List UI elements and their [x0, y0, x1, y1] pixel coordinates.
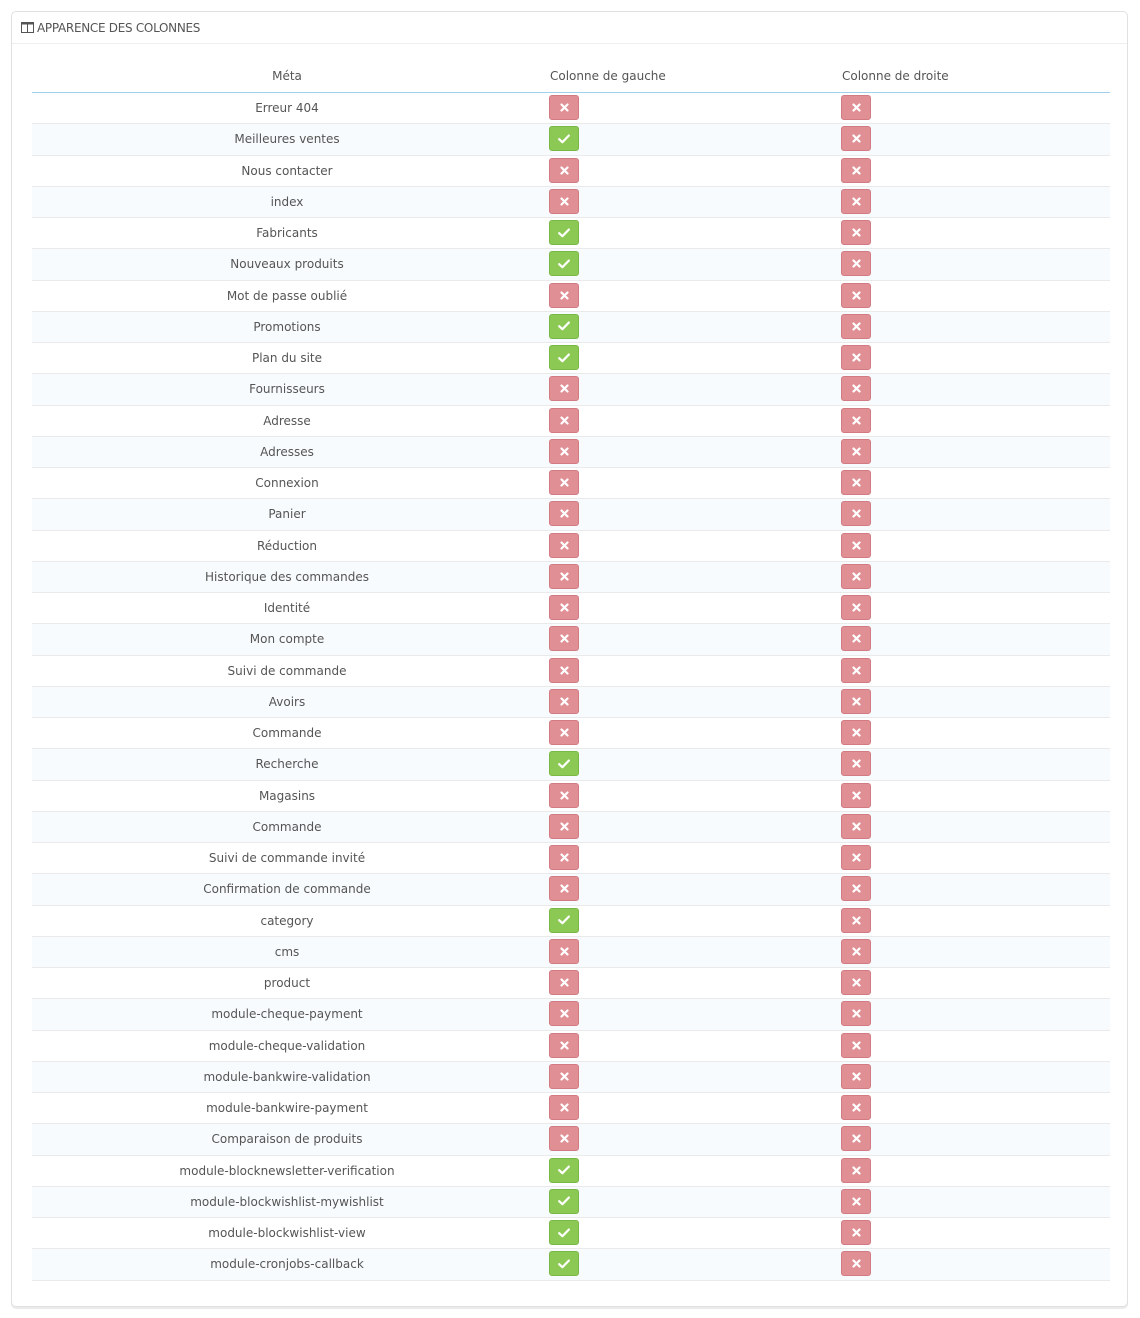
table-row	[32, 1093, 1110, 1124]
columns-table	[32, 65, 1110, 1281]
table-row	[32, 312, 1110, 343]
meta-name: Suivi de commande invité	[208, 851, 366, 866]
table-row	[32, 781, 1110, 812]
check-icon	[558, 259, 570, 269]
close-icon	[560, 1103, 569, 1112]
left-column-toggle[interactable]	[549, 439, 579, 464]
meta-name: Erreur 404	[255, 101, 319, 116]
close-icon	[852, 822, 861, 831]
close-icon	[852, 134, 861, 143]
columns-icon	[21, 21, 34, 34]
left-column-toggle[interactable]	[549, 1158, 579, 1183]
table-row	[32, 874, 1110, 905]
meta-name: module-blockwishlist-mywishlist	[190, 1194, 384, 1209]
meta-name: product	[263, 976, 311, 991]
right-column-toggle[interactable]	[841, 970, 871, 995]
meta-name: Mon compte	[249, 632, 325, 647]
left-column-toggle[interactable]	[549, 658, 579, 683]
right-column-toggle[interactable]	[841, 1158, 871, 1183]
close-icon	[852, 884, 861, 893]
table-row	[32, 187, 1110, 218]
left-column-toggle[interactable]	[549, 845, 579, 870]
table-row	[32, 468, 1110, 499]
close-icon	[852, 666, 861, 675]
table-row	[32, 812, 1110, 843]
left-column-toggle[interactable]	[549, 158, 579, 183]
right-column-toggle[interactable]	[841, 251, 871, 276]
close-icon	[852, 572, 861, 581]
meta-name: module-blocknewsletter-verification	[179, 1163, 395, 1178]
close-icon	[560, 634, 569, 643]
right-column-toggle[interactable]	[841, 1189, 871, 1214]
panel-heading	[12, 12, 1127, 44]
close-icon	[852, 853, 861, 862]
close-icon	[852, 166, 861, 175]
meta-name: Panier	[268, 507, 306, 522]
right-column-toggle[interactable]	[841, 95, 871, 120]
left-column-toggle[interactable]	[549, 1095, 579, 1120]
left-column-toggle[interactable]	[549, 689, 579, 714]
left-column-toggle[interactable]	[549, 751, 579, 776]
close-icon	[560, 197, 569, 206]
close-icon	[852, 291, 861, 300]
table-row	[32, 1187, 1110, 1218]
right-column-toggle[interactable]	[841, 626, 871, 651]
check-icon	[558, 321, 570, 331]
close-icon	[852, 1228, 861, 1237]
meta-name: Nouveaux produits	[230, 257, 344, 272]
meta-name: Fabricants	[256, 226, 318, 241]
close-icon	[852, 1072, 861, 1081]
table-row	[32, 1249, 1110, 1280]
close-icon	[560, 822, 569, 831]
left-column-toggle[interactable]	[549, 908, 579, 933]
right-column-toggle[interactable]	[841, 126, 871, 151]
right-column-toggle[interactable]	[841, 845, 871, 870]
meta-name: index	[270, 194, 304, 209]
close-icon	[560, 666, 569, 675]
right-column-toggle[interactable]	[841, 408, 871, 433]
meta-name: Nous contacter	[241, 163, 333, 178]
columns-appearance-panel	[11, 11, 1128, 1307]
close-icon	[560, 416, 569, 425]
close-icon	[560, 791, 569, 800]
left-column-toggle[interactable]	[549, 814, 579, 839]
close-icon	[852, 353, 861, 362]
left-column-toggle[interactable]	[549, 376, 579, 401]
meta-name: module-bankwire-validation	[203, 1069, 371, 1084]
table-row	[32, 937, 1110, 968]
meta-name: module-cronjobs-callback	[210, 1257, 364, 1272]
left-column-toggle[interactable]	[549, 626, 579, 651]
close-icon	[852, 1103, 861, 1112]
table-row	[32, 531, 1110, 562]
left-column-toggle[interactable]	[549, 95, 579, 120]
left-column-toggle[interactable]	[549, 1220, 579, 1245]
table-row	[32, 906, 1110, 937]
left-column-toggle[interactable]	[549, 345, 579, 370]
table-row	[32, 562, 1110, 593]
meta-name: Comparaison de produits	[211, 1132, 363, 1147]
left-column-toggle[interactable]	[549, 126, 579, 151]
close-icon	[560, 166, 569, 175]
meta-name: Confirmation de commande	[203, 882, 371, 897]
column-header-meta: Méta	[272, 69, 302, 83]
close-icon	[560, 697, 569, 706]
close-icon	[560, 103, 569, 112]
close-icon	[852, 1134, 861, 1143]
close-icon	[852, 1166, 861, 1175]
close-icon	[852, 634, 861, 643]
close-icon	[560, 884, 569, 893]
meta-name: Commande	[252, 819, 322, 834]
table-row	[32, 1062, 1110, 1093]
panel-title: APPARENCE DES COLONNES	[37, 20, 201, 35]
meta-name: Magasins	[258, 788, 316, 803]
check-icon	[558, 353, 570, 363]
left-column-toggle[interactable]	[549, 1033, 579, 1058]
right-column-toggle[interactable]	[841, 1064, 871, 1089]
close-icon	[852, 1041, 861, 1050]
left-column-toggle[interactable]	[549, 283, 579, 308]
right-column-toggle[interactable]	[841, 1126, 871, 1151]
close-icon	[560, 1009, 569, 1018]
right-column-toggle[interactable]	[841, 751, 871, 776]
table-row	[32, 1124, 1110, 1155]
table-row	[32, 1218, 1110, 1249]
right-column-toggle[interactable]	[841, 658, 871, 683]
meta-name: module-bankwire-payment	[206, 1101, 368, 1116]
table-row	[32, 374, 1110, 405]
close-icon	[560, 291, 569, 300]
meta-name: Historique des commandes	[205, 569, 369, 584]
left-column-toggle[interactable]	[549, 564, 579, 589]
table-row	[32, 687, 1110, 718]
table-row	[32, 499, 1110, 530]
left-column-toggle[interactable]	[549, 501, 579, 526]
meta-name: Adresses	[260, 444, 314, 459]
close-icon	[560, 978, 569, 987]
table-row	[32, 406, 1110, 437]
right-column-toggle[interactable]	[841, 189, 871, 214]
right-column-toggle[interactable]	[841, 314, 871, 339]
meta-name: Adresse	[263, 413, 311, 428]
close-icon	[560, 853, 569, 862]
close-icon	[560, 478, 569, 487]
right-column-toggle[interactable]	[841, 1001, 871, 1026]
column-header-right: Colonne de droite	[842, 69, 949, 83]
close-icon	[560, 947, 569, 956]
column-header-left: Colonne de gauche	[550, 69, 666, 83]
meta-name: Commande	[252, 726, 322, 741]
close-icon	[852, 384, 861, 393]
close-icon	[852, 916, 861, 925]
right-column-toggle[interactable]	[841, 876, 871, 901]
table-row	[32, 968, 1110, 999]
table-row	[32, 249, 1110, 280]
left-column-toggle[interactable]	[549, 939, 579, 964]
right-column-toggle[interactable]	[841, 783, 871, 808]
left-column-toggle[interactable]	[549, 876, 579, 901]
left-column-toggle[interactable]	[549, 720, 579, 745]
right-column-toggle[interactable]	[841, 158, 871, 183]
left-column-toggle[interactable]	[549, 595, 579, 620]
close-icon	[852, 416, 861, 425]
close-icon	[560, 1134, 569, 1143]
table-row	[32, 93, 1110, 124]
meta-name: Recherche	[255, 757, 319, 772]
meta-name: Avoirs	[268, 694, 306, 709]
right-column-toggle[interactable]	[841, 689, 871, 714]
check-icon	[558, 1165, 570, 1175]
right-column-toggle[interactable]	[841, 814, 871, 839]
left-column-toggle[interactable]	[549, 1126, 579, 1151]
close-icon	[560, 728, 569, 737]
close-icon	[852, 603, 861, 612]
right-column-toggle[interactable]	[841, 220, 871, 245]
close-icon	[852, 728, 861, 737]
close-icon	[852, 1259, 861, 1268]
close-icon	[560, 509, 569, 518]
close-icon	[852, 697, 861, 706]
check-icon	[558, 1196, 570, 1206]
meta-name: category	[260, 913, 314, 928]
close-icon	[852, 759, 861, 768]
right-column-toggle[interactable]	[841, 564, 871, 589]
right-column-toggle[interactable]	[841, 939, 871, 964]
left-column-toggle[interactable]	[549, 220, 579, 245]
right-column-toggle[interactable]	[841, 595, 871, 620]
meta-name: Plan du site	[251, 351, 323, 366]
table-body	[32, 93, 1110, 1281]
right-column-toggle[interactable]	[841, 1033, 871, 1058]
right-column-toggle[interactable]	[841, 1251, 871, 1276]
table-row	[32, 624, 1110, 655]
table-row	[32, 343, 1110, 374]
meta-name: cms	[274, 944, 300, 959]
close-icon	[852, 509, 861, 518]
close-icon	[852, 447, 861, 456]
close-icon	[852, 947, 861, 956]
left-column-toggle[interactable]	[549, 1189, 579, 1214]
meta-name: Fournisseurs	[249, 382, 325, 397]
close-icon	[560, 541, 569, 550]
close-icon	[852, 1009, 861, 1018]
close-icon	[852, 541, 861, 550]
meta-name: Meilleures ventes	[234, 132, 340, 147]
meta-name: Identité	[263, 601, 311, 616]
left-column-toggle[interactable]	[549, 1251, 579, 1276]
right-column-toggle[interactable]	[841, 501, 871, 526]
right-column-toggle[interactable]	[841, 533, 871, 558]
meta-name: Réduction	[257, 538, 317, 553]
close-icon	[560, 1041, 569, 1050]
left-column-toggle[interactable]	[549, 970, 579, 995]
left-column-toggle[interactable]	[549, 314, 579, 339]
meta-name: module-cheque-payment	[211, 1007, 363, 1022]
right-column-toggle[interactable]	[841, 345, 871, 370]
check-icon	[558, 1259, 570, 1269]
close-icon	[560, 1072, 569, 1081]
left-column-toggle[interactable]	[549, 408, 579, 433]
left-column-toggle[interactable]	[549, 783, 579, 808]
left-column-toggle[interactable]	[549, 533, 579, 558]
right-column-toggle[interactable]	[841, 283, 871, 308]
table-row	[32, 1156, 1110, 1187]
check-icon	[558, 1228, 570, 1238]
close-icon	[852, 103, 861, 112]
right-column-toggle[interactable]	[841, 470, 871, 495]
close-icon	[560, 384, 569, 393]
left-column-toggle[interactable]	[549, 1001, 579, 1026]
left-column-toggle[interactable]	[549, 1064, 579, 1089]
close-icon	[852, 478, 861, 487]
right-column-toggle[interactable]	[841, 1095, 871, 1120]
close-icon	[852, 197, 861, 206]
meta-name: module-cheque-validation	[208, 1038, 366, 1053]
left-column-toggle[interactable]	[549, 470, 579, 495]
table-header	[32, 65, 1110, 93]
table-row	[32, 749, 1110, 780]
right-column-toggle[interactable]	[841, 908, 871, 933]
check-icon	[558, 759, 570, 769]
close-icon	[560, 572, 569, 581]
table-row	[32, 593, 1110, 624]
meta-name: Mot de passe oublié	[226, 288, 348, 303]
table-row	[32, 281, 1110, 312]
meta-name: module-blockwishlist-view	[208, 1226, 366, 1241]
table-row	[32, 124, 1110, 155]
table-row	[32, 718, 1110, 749]
table-row	[32, 656, 1110, 687]
meta-name: Promotions	[253, 319, 321, 334]
close-icon	[852, 1197, 861, 1206]
check-icon	[558, 915, 570, 925]
meta-name: Connexion	[255, 476, 319, 491]
check-icon	[558, 134, 570, 144]
close-icon	[852, 322, 861, 331]
meta-name: Suivi de commande	[227, 663, 347, 678]
table-row	[32, 437, 1110, 468]
right-column-toggle[interactable]	[841, 439, 871, 464]
close-icon	[560, 603, 569, 612]
right-column-toggle[interactable]	[841, 1220, 871, 1245]
right-column-toggle[interactable]	[841, 376, 871, 401]
left-column-toggle[interactable]	[549, 251, 579, 276]
close-icon	[852, 259, 861, 268]
table-row	[32, 1031, 1110, 1062]
close-icon	[852, 978, 861, 987]
right-column-toggle[interactable]	[841, 720, 871, 745]
table-row	[32, 156, 1110, 187]
table-row	[32, 999, 1110, 1030]
close-icon	[560, 447, 569, 456]
close-icon	[852, 228, 861, 237]
check-icon	[558, 228, 570, 238]
left-column-toggle[interactable]	[549, 189, 579, 214]
close-icon	[852, 791, 861, 800]
table-row	[32, 843, 1110, 874]
table-row	[32, 218, 1110, 249]
